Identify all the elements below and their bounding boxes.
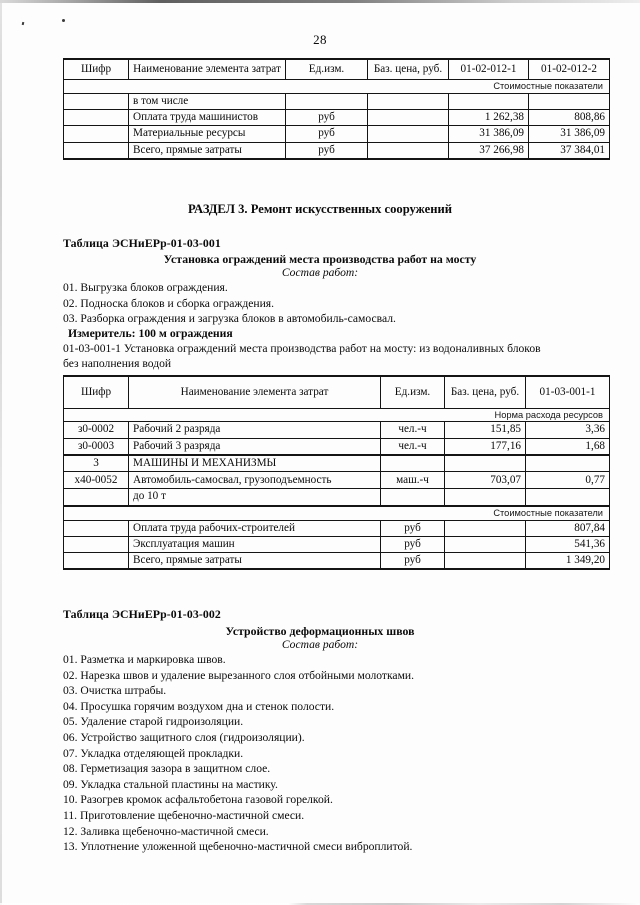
cell-group-code: 3 <box>64 455 129 472</box>
list-item: 04. Просушка горячим воздухом дна и стенок полости. <box>63 699 335 713</box>
page-number: 28 <box>313 32 327 47</box>
cell-col2: 37 384,01 <box>529 142 610 159</box>
cell-unit: руб <box>381 520 445 536</box>
band-label: Норма расхода ресурсов <box>64 408 610 422</box>
cell-col2 <box>529 93 610 109</box>
table-row <box>64 438 610 455</box>
cell-unit: руб <box>286 110 368 126</box>
table-row <box>64 536 610 552</box>
band-row-cost-indicators <box>64 79 610 93</box>
cost-table-01-02-012 <box>63 58 610 160</box>
cell-col2: 31 386,09 <box>529 126 610 142</box>
cell-name: Оплата труда машинистов <box>129 110 286 126</box>
list-item: 05. Удаление старой гидроизоляции. <box>63 715 244 729</box>
header-cell-code: Шифр <box>64 376 129 408</box>
list-item: 11. Приготовление щебеночно-мастичной смеси. <box>63 808 305 822</box>
cell-base <box>445 536 526 552</box>
cell-code <box>64 110 129 126</box>
header-cell-code: Шифр <box>64 59 129 79</box>
cell-col1: 31 386,09 <box>449 126 529 142</box>
list-item: 02. Подноска блоков и сборка ограждения. <box>63 296 275 310</box>
cell-unit: руб <box>286 142 368 159</box>
cell-unit <box>286 93 368 109</box>
table-title-01-03-001: Установка ограждений места производства работ на мосту <box>163 252 477 266</box>
description-line: без наполнения водой <box>63 356 172 370</box>
table-row-group-header <box>64 455 610 472</box>
list-item: 03. Очистка штрабы. <box>63 684 167 698</box>
band-label: Стоимостные показатели <box>64 79 610 93</box>
list-item: 08. Герметизация зазора в защитном слое. <box>63 762 271 776</box>
cell-name-continued: до 10 т <box>129 489 381 506</box>
cell-code <box>64 93 129 109</box>
cell-unit: маш.-ч <box>381 472 445 489</box>
cell-name: Всего, прямые затраты <box>129 142 286 159</box>
norm-description-01-03-001 <box>63 342 541 371</box>
list-item: 12. Заливка щебеночно-мастичной смеси. <box>63 824 269 838</box>
cell-base <box>445 455 526 472</box>
table-header-row <box>64 59 610 79</box>
list-item: 06. Устройство защитного слоя (гидроизоляции). <box>63 730 305 744</box>
table-row-continuation <box>64 489 610 506</box>
band-label: Стоимостные показатели <box>64 506 610 520</box>
list-item: 09. Укладка стальной пластины на мастику. <box>63 777 278 791</box>
cell-code <box>64 536 129 552</box>
cell-base <box>445 489 526 506</box>
cell-name: в том числе <box>129 93 286 109</box>
cell-code <box>64 126 129 142</box>
cell-value <box>526 489 610 506</box>
cell-code: х40-0052 <box>64 472 129 489</box>
table-row <box>64 110 610 126</box>
cell-code <box>64 520 129 536</box>
list-item: 10. Разогрев кромок асфальтобетона газовой горелкой. <box>63 793 333 807</box>
table-row <box>64 553 610 570</box>
cell-code: з0-0002 <box>64 422 129 438</box>
table-title-01-03-002: Устройство деформационных швов <box>225 624 415 638</box>
cell-group-title: МАШИНЫ И МЕХАНИЗМЫ <box>129 455 381 472</box>
description-line: 01-03-001-1 Установка ограждений места производства работ на мосту: из водоналивных блоков <box>63 342 541 355</box>
table-row <box>64 126 610 142</box>
header-cell-name: Наименование элемента затрат <box>129 59 286 79</box>
cell-unit: руб <box>381 536 445 552</box>
cell-base <box>445 553 526 570</box>
cell-value: 1,68 <box>526 438 610 455</box>
cell-base <box>445 520 526 536</box>
works-list-01-03-001 <box>63 280 396 327</box>
cell-unit: руб <box>286 126 368 142</box>
header-cell-col1: 01-02-012-1 <box>449 59 529 79</box>
cell-col1 <box>449 93 529 109</box>
scan-edge-top <box>0 0 640 3</box>
list-item: 07. Укладка отделяющей прокладки. <box>63 746 244 760</box>
cell-col1: 37 266,98 <box>449 142 529 159</box>
cell-code: з0-0003 <box>64 438 129 455</box>
header-cell-base-price: Баз. цена, руб. <box>368 59 449 79</box>
table-row <box>64 142 610 159</box>
cell-base <box>368 110 449 126</box>
cell-base <box>368 93 449 109</box>
cell-base <box>368 126 449 142</box>
header-cell-name: Наименование элемента затрат <box>129 376 381 408</box>
resource-table-01-03-001 <box>63 375 610 570</box>
band-row-cost-indicators <box>64 506 610 520</box>
table-row <box>64 472 610 489</box>
cell-code <box>64 553 129 570</box>
header-cell-base-price: Баз. цена, руб. <box>445 376 526 408</box>
cell-value: 0,77 <box>526 472 610 489</box>
header-cell-unit: Ед.изм. <box>381 376 445 408</box>
table-header-row <box>64 376 610 408</box>
section-title: РАЗДЕЛ 3. Ремонт искусственных сооружений <box>187 202 453 216</box>
list-item: 01. Разметка и маркировка швов. <box>63 653 226 666</box>
cell-value: 1 349,20 <box>526 553 610 570</box>
cell-name: Оплата труда рабочих-строителей <box>129 520 381 536</box>
cell-name: Рабочий 2 разряда <box>129 422 381 438</box>
band-row-resource-norm <box>64 408 610 422</box>
header-cell-unit: Ед.изм. <box>286 59 368 79</box>
cell-base <box>368 142 449 159</box>
table-row <box>64 520 610 536</box>
cell-value <box>526 455 610 472</box>
table-row <box>64 93 610 109</box>
cell-name: Материальные ресурсы <box>129 126 286 142</box>
list-item: 13. Уплотнение уложенной щебеночно-мастичной смеси виброплитой. <box>63 840 413 854</box>
cell-code <box>64 489 129 506</box>
cell-base: 151,85 <box>445 422 526 438</box>
scan-edge-left <box>0 0 2 905</box>
cell-value: 541,36 <box>526 536 610 552</box>
header-cell-col2: 01-02-012-2 <box>529 59 610 79</box>
cell-unit: чел.-ч <box>381 438 445 455</box>
list-item: 01. Выгрузка блоков ограждения. <box>63 281 228 294</box>
cell-name: Автомобиль-самосвал, грузоподъемность <box>129 472 381 489</box>
table-label-01-03-001: Таблица ЭСНиЕРр-01-03-001 <box>63 236 221 250</box>
cell-unit: руб <box>381 553 445 570</box>
table-row <box>64 422 610 438</box>
cell-base: 177,16 <box>445 438 526 455</box>
cell-value: 3,36 <box>526 422 610 438</box>
list-item: 02. Нарезка швов и удаление вырезанного слоя отбойными молотками. <box>63 668 415 682</box>
works-composition-label: Состав работ: <box>281 266 359 279</box>
cell-unit <box>381 455 445 472</box>
cell-name: Эксплуатация машин <box>129 536 381 552</box>
scan-speck-icon <box>62 19 65 22</box>
cell-base: 703,07 <box>445 472 526 489</box>
works-list-01-03-002 <box>63 652 414 855</box>
scan-speck-icon <box>22 22 25 25</box>
cell-unit: чел.-ч <box>381 422 445 438</box>
header-cell-col1: 01-03-001-1 <box>526 376 610 408</box>
cell-col1: 1 262,38 <box>449 110 529 126</box>
measure-unit-label: Измеритель: 100 м ограждения <box>68 327 233 340</box>
cell-value: 807,84 <box>526 520 610 536</box>
cell-col2: 808,86 <box>529 110 610 126</box>
cell-unit <box>381 489 445 506</box>
cell-name: Рабочий 3 разряда <box>129 438 381 455</box>
cell-code <box>64 142 129 159</box>
cell-name: Всего, прямые затраты <box>129 553 381 570</box>
table-label-01-03-002: Таблица ЭСНиЕРр-01-03-002 <box>63 607 221 621</box>
works-composition-label: Состав работ: <box>281 638 359 651</box>
list-item: 03. Разборка ограждения и загрузка блоков в автомобиль-самосвал. <box>63 312 396 326</box>
